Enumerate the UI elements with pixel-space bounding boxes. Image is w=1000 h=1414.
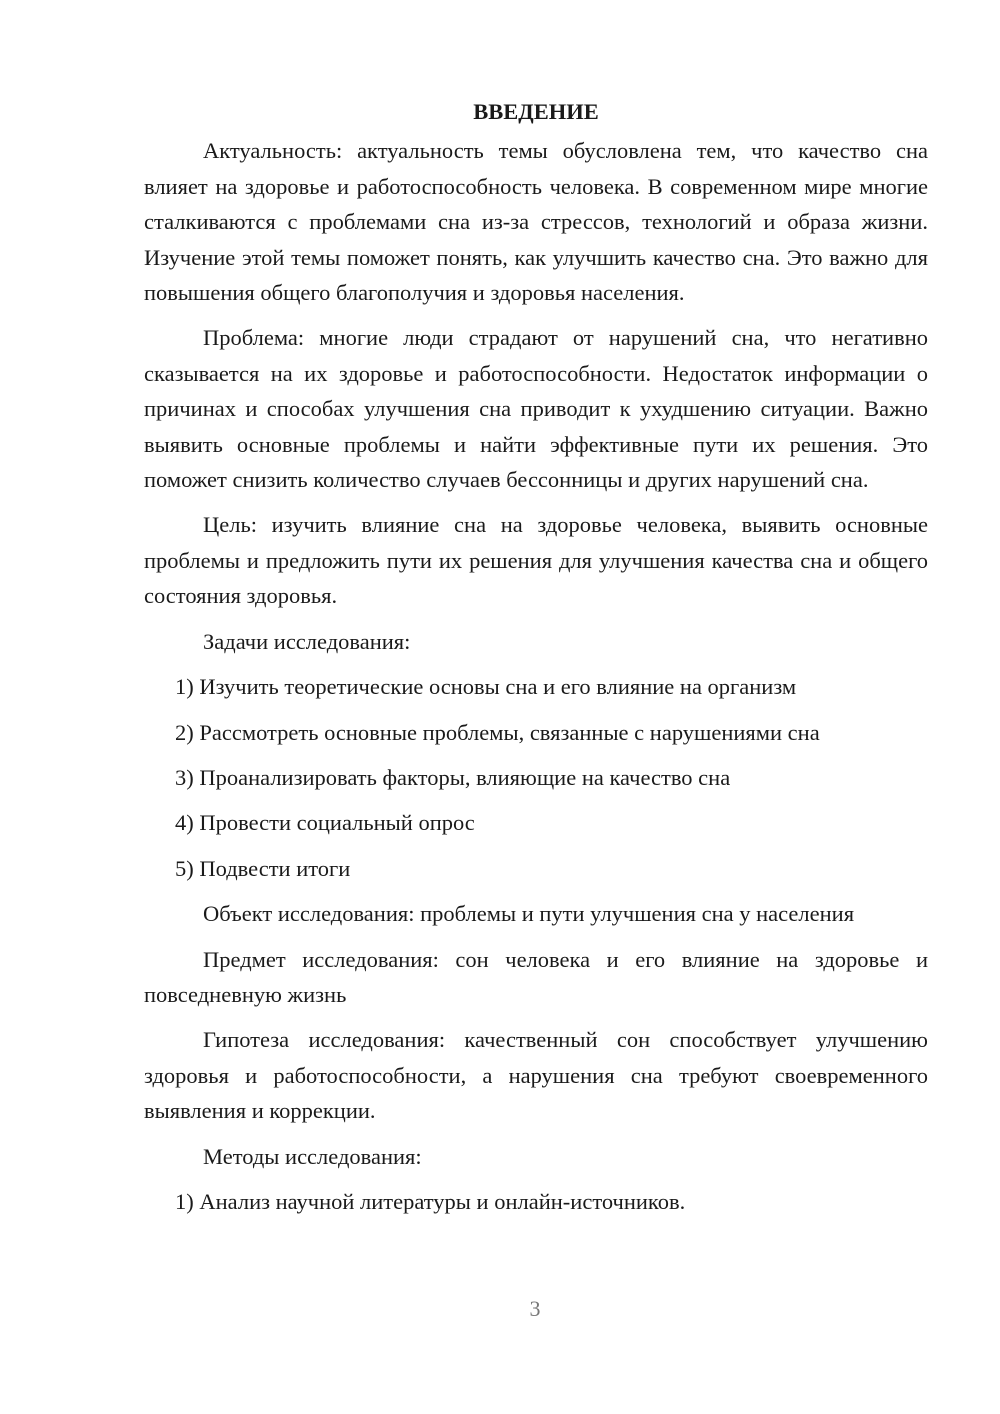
list-item: 3) Проанализировать факторы, влияющие на качество сна — [175, 764, 731, 790]
object-paragraph: Объект исследования: проблемы и пути улучшения сна у населения — [203, 901, 855, 927]
tasks-label: Задачи исследования: — [203, 628, 411, 654]
relevance-paragraph: Актуальность: актуальность темы обусловлена тем, что качество сна влияет на здоровье и работоспособность человека. В современном мире многие сталкиваются с проблемами сна из-за стрессов, технологий и образа жизни. Изучение этой темы поможет понять, как улучшить качество сна. Это важно для повышения общего благополучия и здоровья населения. — [144, 138, 928, 306]
list-item: 4) Провести социальный опрос — [175, 810, 475, 836]
methods-label: Методы исследования: — [203, 1143, 422, 1169]
subject-paragraph: Предмет исследования: сон человека и его влияние на здоровье и повседневную жизнь — [144, 946, 928, 1007]
methods-list — [144, 1184, 928, 1219]
page-number: 3 — [529, 1296, 541, 1321]
list-item: 5) Подвести итоги — [175, 855, 351, 881]
goal-paragraph: Цель: изучить влияние сна на здоровье человека, выявить основные проблемы и предложить пути их решения для улучшения качества сна и общего состояния здоровья. — [144, 512, 928, 609]
hypothesis-paragraph: Гипотеза исследования: качественный сон способствует улучшению здоровья и работоспособности, а нарушения сна требуют своевременного выявления и коррекции. — [144, 1027, 928, 1124]
tasks-list — [144, 669, 928, 886]
list-item: 2) Рассмотреть основные проблемы, связанные с нарушениями сна — [175, 719, 820, 745]
list-item: 1) Изучить теоретические основы сна и его влияние на организм — [175, 674, 797, 700]
section-title: ВВЕДЕНИЕ — [473, 99, 599, 124]
document-page — [144, 94, 928, 1229]
list-item: 1) Анализ научной литературы и онлайн-источников. — [175, 1188, 686, 1214]
problem-paragraph: Проблема: многие люди страдают от нарушений сна, что негативно сказывается на их здоровье и работоспособности. Недостаток информации о причинах и способах улучшения сна приводит к ухудшению ситуации. Важно выявить основные проблемы и найти эффективные пути их решения. Это поможет снизить количество случаев бессонницы и других нарушений сна. — [144, 325, 928, 493]
